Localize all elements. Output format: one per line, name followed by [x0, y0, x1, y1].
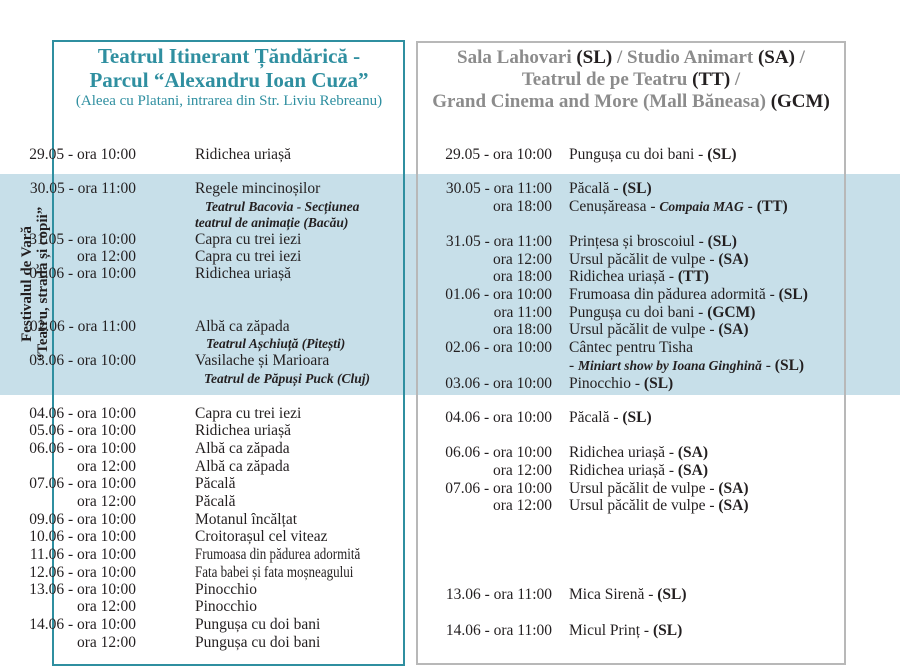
right-title-line3: Grand Cinema and More (Mall Băneasa) (GCM) [432, 91, 830, 112]
left-venue-title [54, 44, 404, 110]
right-schedule-row: ora 12:00 Ursul păcălit de vulpe - (SA) [493, 497, 749, 514]
left-company-note: teatrul de animație (Bacău) [195, 215, 349, 230]
left-company-note: Teatrul Așchiuță (Pitești) [206, 336, 346, 351]
festival-side-label-line2: “Teatru, stradă și copii” [35, 206, 51, 362]
left-schedule-row: 31.05 - ora 10:00 Capra cu trei iezi [29, 231, 302, 248]
left-schedule-row: 06.06 - ora 10:00 Albă ca zăpada [29, 440, 290, 457]
left-title-line1: Teatrul Itinerant Țăndărică - [97, 44, 361, 68]
right-schedule-row: 14.06 - ora 11:00 Micul Prinț - (SL) [445, 622, 683, 639]
right-title-line1: Sala Lahovari (SL) / Studio Animart (SA) / [457, 47, 805, 68]
festival-side-label-line1: Festivalul de Vară [19, 226, 35, 342]
left-company-note: Teatrul de Păpuși Puck (Cluj) [204, 371, 371, 386]
right-schedule-row: 02.06 - ora 10:00 Cântec pentru Tisha [445, 339, 693, 356]
left-schedule-row: 01.06 - ora 10:00 Ridichea uriașă [29, 265, 291, 282]
right-schedule-row: 06.06 - ora 10:00 Ridichea uriașă - (SA) [445, 444, 709, 461]
left-schedule-row: 13.06 - ora 10:00 Pinocchio [29, 581, 257, 598]
right-schedule-row: ora 18:00 Ridichea uriașă - (TT) [493, 268, 709, 285]
right-schedule-row: ora 12:00 Ursul păcălit de vulpe - (SA) [493, 251, 749, 268]
right-schedule-row: 03.06 - ora 10:00 Pinocchio - (SL) [445, 375, 674, 392]
right-schedule-row: 30.05 - ora 11:00 Păcală - (SL) [445, 180, 652, 197]
right-schedule-note-row: - Miniart show by Ioana Ginghină - (SL) [569, 357, 805, 374]
left-schedule-row: 04.06 - ora 10:00 Capra cu trei iezi [29, 405, 302, 422]
right-schedule-row: 13.06 - ora 11:00 Mica Sirenă - (SL) [445, 586, 687, 603]
right-schedule-row: 07.06 - ora 10:00 Ursul păcălit de vulpe - (SA) [445, 480, 749, 497]
left-title-line2: Parcul “Alexandru Ioan Cuza” [89, 68, 369, 92]
left-schedule-row: 29.05 - ora 10:00 Ridichea uriașă [29, 146, 291, 163]
left-schedule-row: 14.06 - ora 10:00 Pungușa cu doi bani [29, 616, 321, 633]
left-schedule-row: 07.06 - ora 10:00 Păcală [29, 475, 236, 492]
left-schedule-row: ora 12:00 Pungușa cu doi bani [77, 634, 321, 651]
left-schedule-row: ora 12:00 Capra cu trei iezi [77, 248, 302, 265]
right-schedule-row: ora 11:00 Pungușa cu doi bani - (GCM) [493, 304, 756, 321]
left-schedule-row: ora 12:00 Păcală [77, 493, 236, 510]
right-schedule-row: ora 18:00 Ursul păcălit de vulpe - (SA) [493, 321, 749, 338]
left-schedule-row: ora 12:00 Pinocchio [77, 598, 257, 615]
right-schedule-row: ora 18:00 Cenușăreasa - Compaia MAG - (TT) [493, 198, 788, 215]
right-schedule-row: ora 12:00 Ridichea uriașă - (SA) [493, 462, 709, 479]
left-schedule-row: 05.06 - ora 10:00 Ridichea uriașă [29, 422, 291, 439]
left-schedule-row: 10.06 - ora 10:00 Croitorașul cel viteaz [29, 528, 328, 545]
left-schedule-row: 09.06 - ora 10:00 Motanul încălțat [29, 511, 298, 528]
left-schedule-row: 03.06 - ora 10:00 Vasilache și Marioara [29, 352, 330, 369]
left-schedule-row: 02.06 - ora 11:00 Albă ca zăpada [29, 318, 290, 335]
left-title-address: (Aleea cu Platani, intrarea din Str. Liviu Rebreanu) [75, 93, 383, 109]
right-schedule-row: 01.06 - ora 10:00 Frumoasa din pădurea adormită - (SL) [445, 286, 808, 303]
right-schedule-row: 31.05 - ora 11:00 Prințesa și broscoiul - (SL) [445, 233, 737, 250]
left-company-note: Teatrul Bacovia - Secțiunea [205, 199, 360, 214]
right-schedule-row: 29.05 - ora 10:00 Pungușa cu doi bani - (SL) [445, 146, 737, 163]
left-schedule-row: ora 12:00 Albă ca zăpada [77, 458, 290, 475]
right-schedule-row: 04.06 - ora 10:00 Păcală - (SL) [445, 409, 652, 426]
right-venue-title [418, 47, 844, 113]
left-schedule-row: 12.06 - ora 10:00 Fata babei și fata moșneagului [29, 564, 354, 581]
left-schedule-row: 30.05 - ora 11:00 Regele mincinoșilor [29, 180, 321, 197]
left-schedule-row: 11.06 - ora 10:00 Frumoasa din pădurea adormită [29, 546, 361, 563]
right-title-line2: Teatrul de pe Teatru (TT) / [521, 69, 741, 90]
